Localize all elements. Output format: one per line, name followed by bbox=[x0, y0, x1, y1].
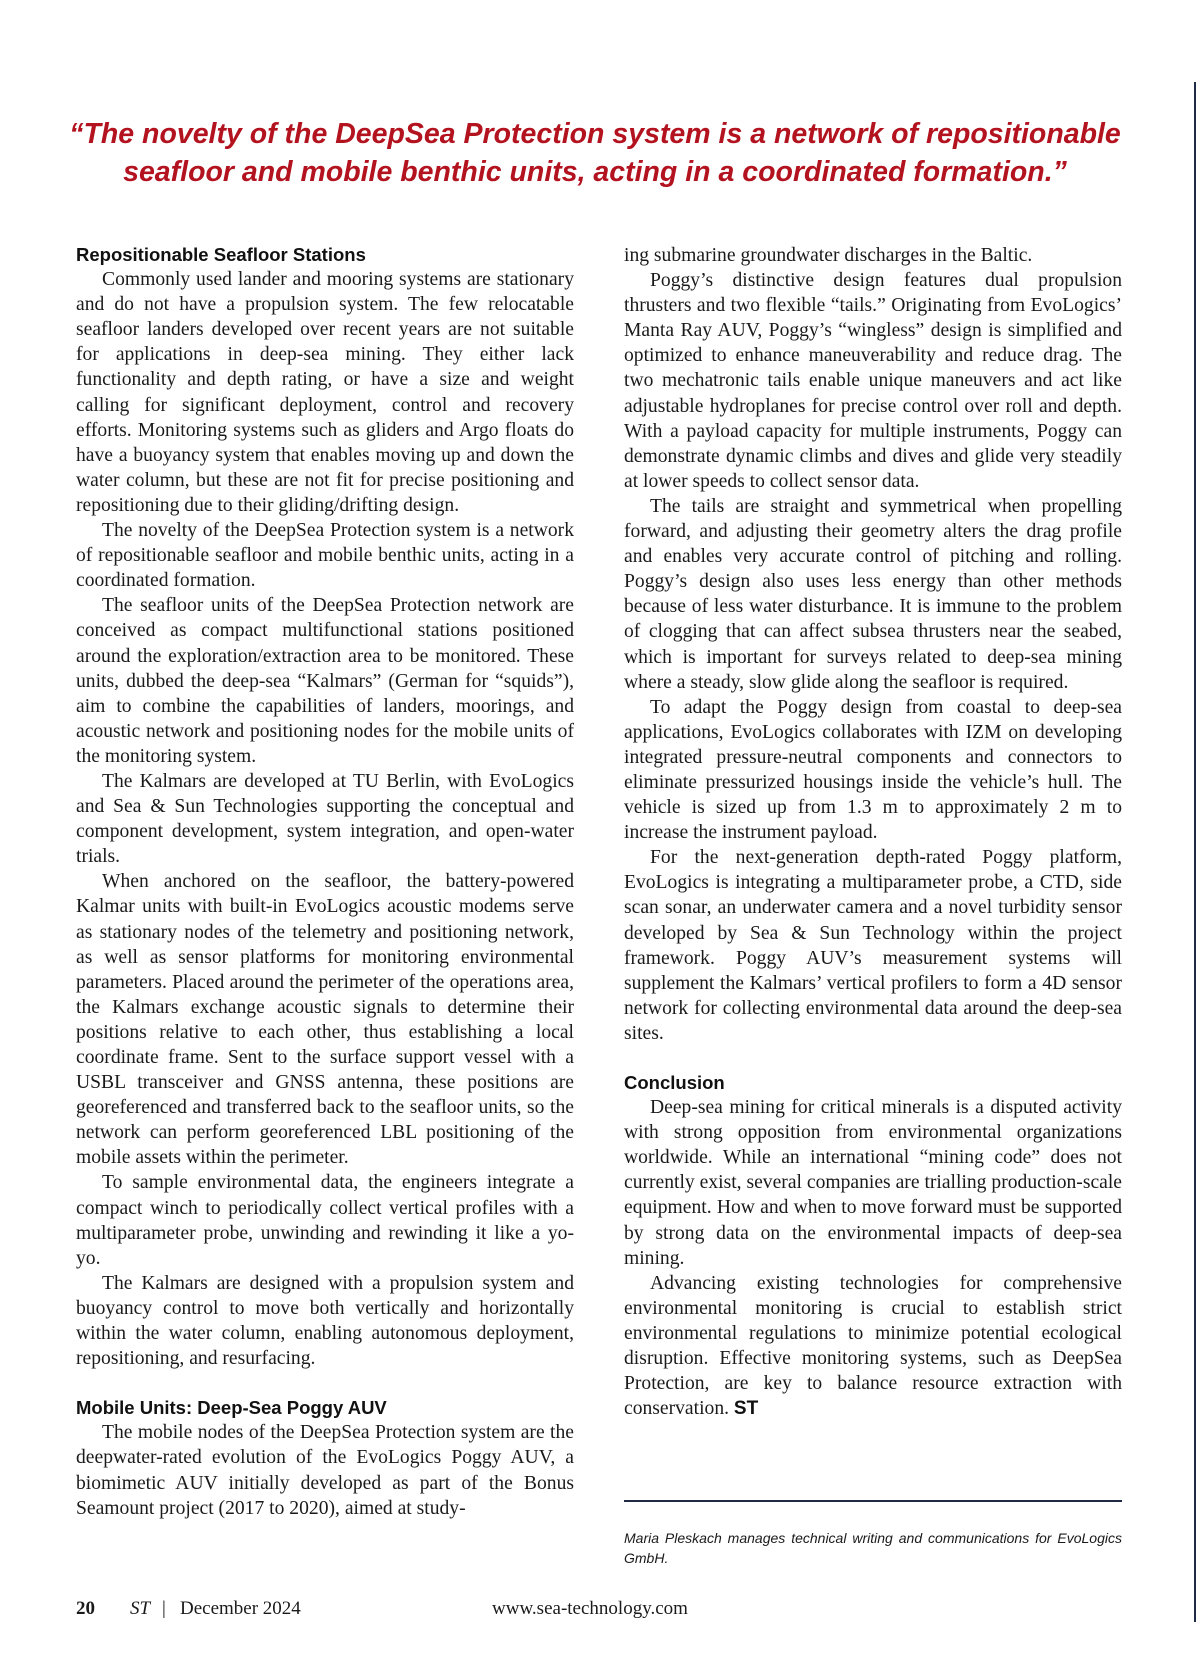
paragraph: The seafloor units of the DeepSea Protection network are conceived as compact multifunctional stations positioned around the exploration/extraction area to be monitored. These units, dubbed the deep-sea “Kalmars” (German for “squids”), aim to combine the capabilities of landers, moorings, and acoustic network and positioning nodes for the mobile units of the monitoring system. bbox=[76, 595, 574, 767]
paragraph: When anchored on the seafloor, the battery-powered Kalmar units with built-in EvoLogics acoustic modems serve as stationary nodes of the telemetry and positioning network, as well as sensor platforms for monitoring environmental parameters. Placed around the perimeter of the operations area, the Kalmars exchange acoustic signals to determine their positions relative to each other, thus establishing a local coordinate frame. Sent to the surface support vessel with a USBL transceiver and GNSS antenna, these positions are georeferenced and transferred back to the seafloor units, so the network can perform georeferenced LBL positioning of the mobile assets within the perimeter. bbox=[76, 871, 574, 1169]
paragraph-final bbox=[624, 1271, 1122, 1422]
paragraph: The mobile nodes of the DeepSea Protection system are the deepwater-rated evolution of the EvoLogics Poggy AUV, a biomimetic AUV initially developed as part of the Bonus Seamount project (2017 to 2020), aimed at study- bbox=[76, 1422, 574, 1519]
paragraph: The novelty of the DeepSea Protection system is a network of repositionable seafloor and mobile benthic units, acting in a coordinated formation. bbox=[76, 520, 574, 592]
bio-divider bbox=[624, 1500, 1122, 1502]
end-mark: ST bbox=[733, 1398, 759, 1420]
issue-date: December 2024 bbox=[180, 1598, 301, 1619]
website-url: www.sea-technology.com bbox=[492, 1598, 688, 1619]
pull-quote: “The novelty of the DeepSea Protection system is a network of repositionable seafloor and mobile benthic units, acting in a coordinated formation.” bbox=[69, 118, 1121, 188]
page-number: 20 bbox=[76, 1598, 95, 1619]
paragraph: The Kalmars are developed at TU Berlin, with EvoLogics and Sea & Sun Technologies supporting the conceptual and component development, system integration, and open-water trials. bbox=[76, 770, 574, 868]
page-edge-rule bbox=[1194, 82, 1196, 1622]
section-spacer bbox=[76, 1371, 574, 1395]
author-bio: Maria Pleskach manages technical writing and communications for EvoLogics GmbH. bbox=[624, 1530, 1122, 1566]
section-heading-mobile-units: Mobile Units: Deep-Sea Poggy AUV bbox=[76, 1397, 387, 1419]
paragraph: To sample environmental data, the engineers integrate a compact winch to periodically collect vertical profiles with a multiparameter probe, unwinding and rewinding it like a yo-yo. bbox=[76, 1172, 574, 1269]
section-heading-repositionable-stations: Repositionable Seafloor Stations bbox=[76, 244, 366, 265]
paragraph: To adapt the Poggy design from coastal to deep-sea applications, EvoLogics collaborates with IZM on developing integrated pressure-neutral components and connectors to eliminate pressurized housings inside the vehicle’s hull. The vehicle is sized up from 1.3 m to approximately 2 m to increase the instrument payload. bbox=[624, 696, 1122, 844]
section-spacer bbox=[624, 1046, 1122, 1070]
paragraph: For the next-generation depth-rated Poggy platform, EvoLogics is integrating a multiparameter probe, a CTD, side scan sonar, an underwater camera and a novel turbidity sensor developed by Sea & Sun Technology within the project framework. Poggy AUV’s measurement systems will supplement the Kalmars’ vertical profilers to form a 4D sensor network for collecting environmental data around the deep-sea sites. bbox=[624, 847, 1122, 1044]
publication-name: ST bbox=[130, 1598, 151, 1619]
paragraph-continued: ing submarine groundwater discharges in the Baltic. bbox=[624, 245, 1033, 266]
section-heading-conclusion: Conclusion bbox=[624, 1072, 725, 1093]
paragraph-final-text: Advancing existing technologies for comprehensive environmental monitoring is crucial to establish strict environmental regulations to minimize potential ecological disruption. Effective monitoring systems, such as DeepSea Protection, are key to balance resource extraction with conservation. bbox=[624, 1272, 1122, 1420]
left-column bbox=[76, 242, 574, 1521]
footer-separator: | bbox=[162, 1598, 166, 1619]
right-column bbox=[624, 243, 1122, 1421]
paragraph: The Kalmars are designed with a propulsion system and buoyancy control to move both vertically and horizontally within the water column, enabling autonomous deployment, repositioning, and resurfacing. bbox=[76, 1272, 574, 1370]
page-footer bbox=[0, 1598, 1200, 1626]
paragraph: Poggy’s distinctive design features dual propulsion thrusters and two flexible “tails.” Originating from EvoLogics’ Manta Ray AUV, Poggy’s “wingless” design is simplified and optimized to enhance maneuverability and reduce drag. The two mechatronic tails enable unique maneuvers and act like adjustable hydroplanes for precise control over roll and depth. With a payload capacity for multiple instruments, Poggy can demonstrate dynamic climbs and dives and glide very steadily at lower speeds to collect sensor data. bbox=[624, 270, 1122, 492]
paragraph: Commonly used lander and mooring systems are stationary and do not have a propulsion system. The few relocatable seafloor landers developed over recent years are not suitable for applications in deep-sea mining. They either lack functionality and depth rating, or have a size and weight calling for significant deployment, control and recovery efforts. Monitoring systems such as gliders and Argo floats do have a buoyancy system that enables moving up and down the water column, but these are not fit for precise positioning and repositioning due to their gliding/drifting design. bbox=[76, 269, 574, 516]
paragraph: Deep-sea mining for critical minerals is a disputed activity with strong opposition from environmental organizations worldwide. While an international “mining code” does not currently exist, several companies are trialling production-scale equipment. How and when to move forward must be supported by strong data on the environmental impacts of deep-sea mining. bbox=[624, 1097, 1122, 1269]
paragraph: The tails are straight and symmetrical when propelling forward, and adjusting their geometry alters the drag profile and enables very accurate control of pitching and rolling. Poggy’s design also uses less energy than other methods because of less water disturbance. It is immune to the problem of clogging that can affect subsea thrusters near the seabed, which is important for surveys related to deep-sea mining where a steady, slow glide along the seafloor is required. bbox=[624, 495, 1122, 693]
